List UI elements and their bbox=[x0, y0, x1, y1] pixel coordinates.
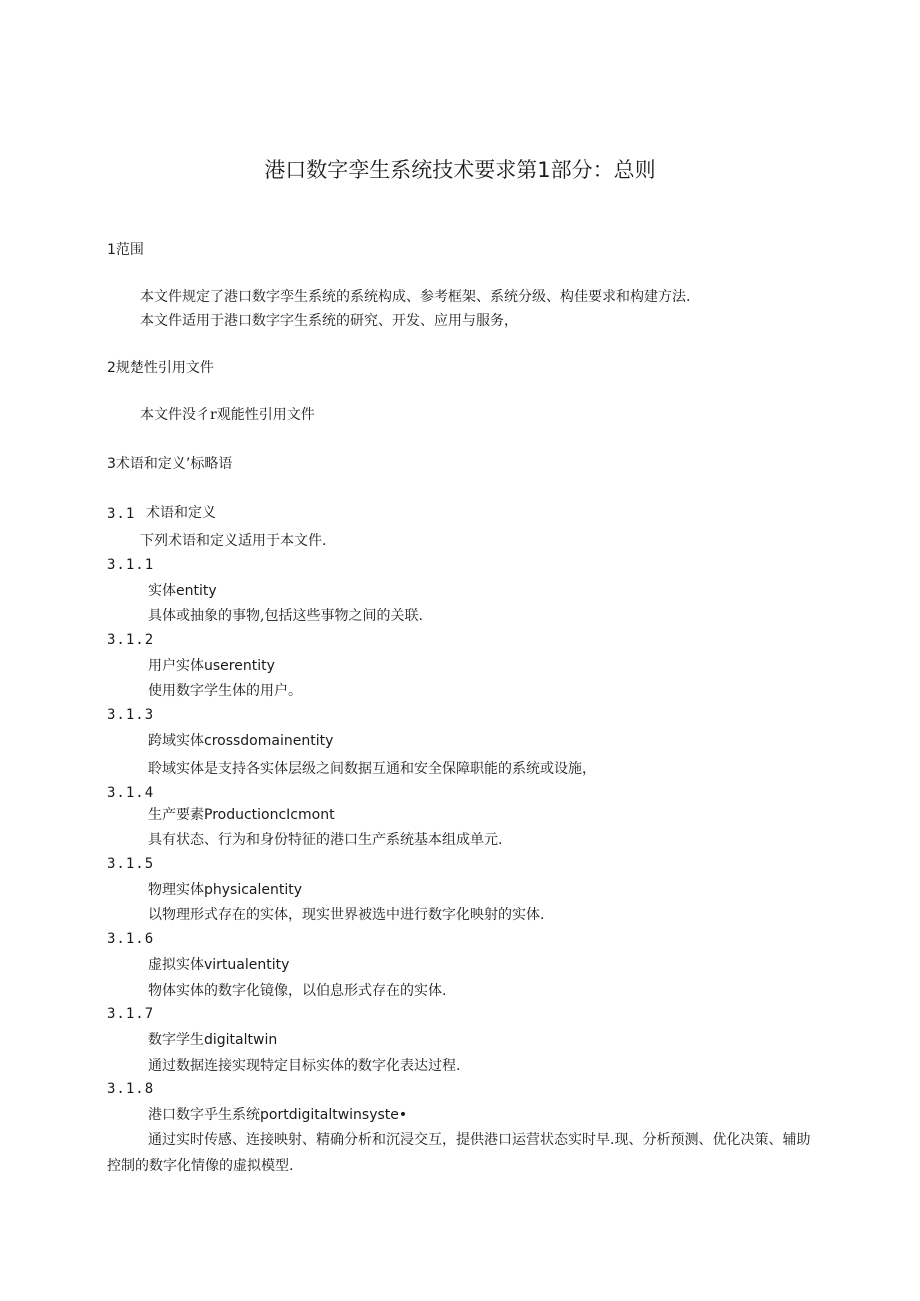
term-name: 实体entity bbox=[148, 583, 217, 599]
term-definition: 通过数据连接实现特定目标实体的数字化表达过程. bbox=[148, 1058, 461, 1074]
subsection-number: 3.1 bbox=[107, 506, 136, 522]
term-number: 3.1.6 bbox=[107, 931, 155, 947]
term-definition: 聆域实体是支持各实体层级之间数据互通和安全保障职能的系统或设施， bbox=[148, 761, 596, 777]
term-definition: 使用数字学生体的用户。 bbox=[148, 683, 302, 699]
term-definition: 具体或抽象的事物,包括这些事物之间的关联. bbox=[148, 608, 423, 624]
document-title: 港口数字孪生系统技术要求第1部分：总则 bbox=[264, 158, 656, 182]
term-name: 港口数字乎生系统portdigitaltwinsyste• bbox=[148, 1107, 408, 1123]
section-2-heading: 2规楚性引用文件 bbox=[107, 360, 214, 376]
section-1-heading: 1范围 bbox=[107, 242, 144, 258]
term-number: 3.1.4 bbox=[107, 785, 155, 801]
term-definition: 具有状态、行为和身份特征的港口生产系统基本组成单元. bbox=[148, 832, 503, 848]
section-1-paragraph-2: 本文件适用于港口数字字生系统的研究、开发、应用与服务， bbox=[140, 313, 518, 329]
subsection-label: 术语和定义 bbox=[146, 505, 216, 521]
term-name: 虚拟实体virtualentity bbox=[148, 957, 290, 973]
term-definition: 物体实体的数字化镜像，以伯息形式存在的实体. bbox=[148, 983, 447, 999]
term-definition: 通过实时传感、连接映射、精确分析和沉浸交互，提供港口运营状态实时早.现、分析预测、优化决策、辅助控制的数字化情像的虚拟模型. bbox=[107, 1132, 811, 1174]
term-name: 用户实体userentity bbox=[148, 658, 275, 674]
section-1-paragraph-1: 本文件规定了港口数字孪生系统的系统构成、参考框架、系统分级、构佳要求和构建方法. bbox=[140, 289, 691, 305]
subsection-intro: 下列术语和定义适用于本文件. bbox=[140, 533, 327, 549]
term-name: 生产要素ProductioncIcmont bbox=[148, 807, 335, 823]
term-number: 3.1.8 bbox=[107, 1081, 155, 1097]
section-3-heading: 3术语和定义’标略语 bbox=[107, 456, 233, 472]
term-name: 数字学生digitaltwin bbox=[148, 1032, 278, 1048]
term-number: 3.1.7 bbox=[107, 1006, 155, 1022]
section-2-paragraph-1: 本文件没彳r观能性引用文件 bbox=[140, 407, 315, 423]
term-number: 3.1.3 bbox=[107, 707, 155, 723]
term-number: 3.1.5 bbox=[107, 856, 155, 872]
term-number: 3.1.2 bbox=[107, 632, 155, 648]
term-definition: 以物理形式存在的实体，现实世界被选中进行数字化映射的实体. bbox=[148, 907, 545, 923]
term-name: 跨域实体crossdomainentity bbox=[148, 733, 334, 749]
term-name: 物理实体physicalentity bbox=[148, 882, 303, 898]
term-number: 3.1.1 bbox=[107, 557, 155, 573]
